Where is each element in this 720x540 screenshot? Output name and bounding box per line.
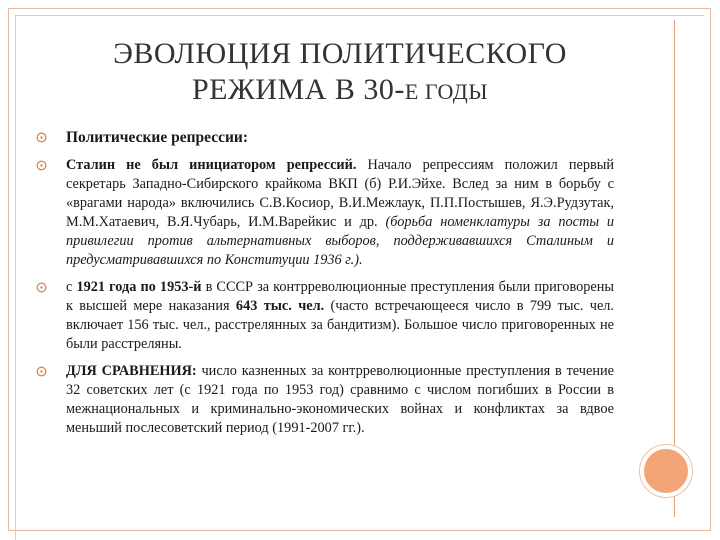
item-bold-lead: ДЛЯ СРАВНЕНИЯ:: [66, 363, 197, 379]
list-item: [36, 362, 614, 438]
flower-bullet-icon: [36, 366, 47, 377]
item-italic-note: (борьба номенклатуры за посты и привилегии против альтернативных выборов, поддерживавшихся Сталиным и предусматривавшихся по Конституции 1936 г.).: [66, 214, 614, 268]
decorative-circle: [640, 445, 692, 497]
bullet-list: [36, 128, 614, 446]
flower-bullet-icon: [36, 282, 47, 293]
list-item: [36, 156, 614, 270]
title-line-2-main: РЕЖИМА В 30-: [192, 73, 405, 106]
flower-bullet-icon: [36, 132, 47, 143]
title-line-1: ЭВОЛЮЦИЯ ПОЛИТИЧЕСКОГО: [113, 37, 567, 70]
title-line-2-small: Е ГОДЫ: [404, 79, 488, 104]
item-bold-lead: Сталин не был инициатором репрессий.: [66, 157, 357, 173]
decorative-side-line: [674, 20, 675, 517]
item-bold-period: 1921 года по 1953-й: [76, 279, 202, 295]
item-text: в СССР за контрреволюционные преступления были приговорены к высшей мере наказания: [66, 279, 614, 314]
item-text: число казненных за контрреволюционные преступления в течение 32 советских лет (с 1921 года по 1953 год) сравнимо с числом погибших в России в межнациональных и криминально-экономических войнах и конфликтах за вдвое меньший послесоветский период (1991-2007 гг.).: [66, 363, 614, 436]
item-text: (часто встречающееся число в 799 тыс. чел. включает 156 тыс. чел., расстрелянных за бандитизм). Большое число приговоренных не были расстреляны.: [66, 298, 615, 352]
item-text: с: [66, 279, 77, 295]
section-heading: Политические репрессии:: [66, 129, 248, 146]
item-bold-count: 643 тыс. чел.: [235, 298, 325, 314]
title-line-2: [40, 72, 640, 110]
item-text: Начало репрессиям положил первый секретарь Западно-Сибирского крайкома ВКП (б) Р.И.Эйхе. Вслед за ним в борьбу с «врагами народа» включились С.В.Косиор, В.И.Межлаук, П.П.Постышев, Я.Э.Рудзутак, М.М.Хатаевич, В.Я.Чубарь, И.М.Варейкис и др.: [66, 157, 615, 230]
flower-bullet-icon: [36, 160, 47, 171]
list-item: [36, 278, 614, 354]
list-item: [36, 128, 614, 148]
slide-title: [40, 36, 640, 110]
